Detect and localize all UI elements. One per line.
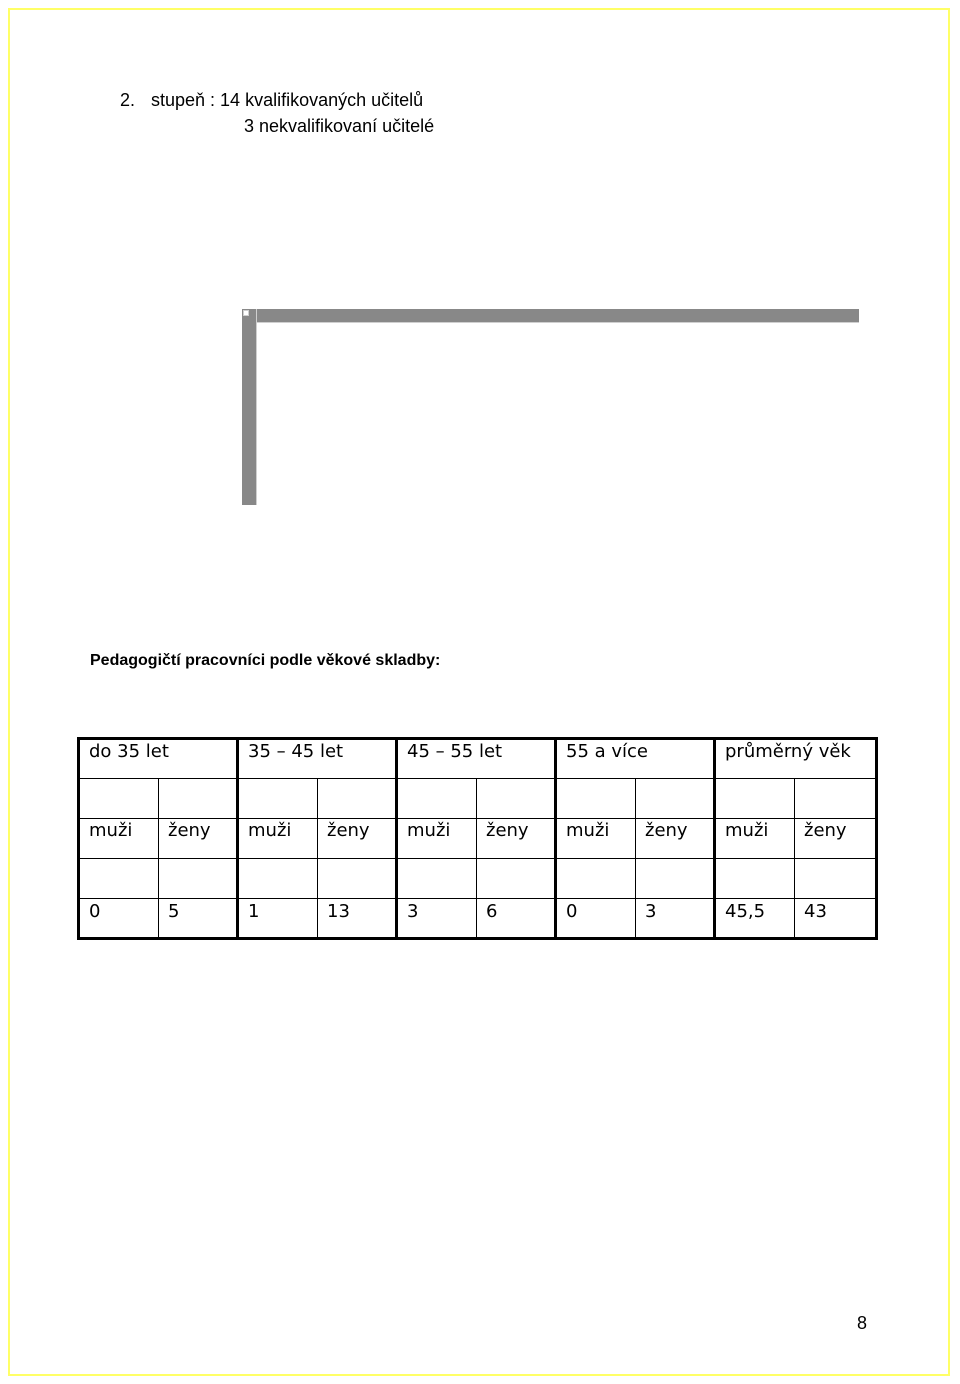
- table-cell: [795, 779, 877, 819]
- group-header-row: [79, 739, 877, 779]
- page-number: 8: [857, 1313, 868, 1333]
- table-cell: [318, 779, 397, 819]
- gender-header: ženy: [636, 819, 715, 859]
- gender-header: ženy: [159, 819, 238, 859]
- value-cell: 0: [79, 899, 159, 939]
- gender-header-row: [79, 819, 877, 859]
- table-cell: [636, 859, 715, 899]
- empty-row: [79, 779, 877, 819]
- value-cell: 3: [636, 899, 715, 939]
- staff-unqualified-text: 3 nekvalifikovaní učitelé: [244, 116, 435, 136]
- value-cell: 0: [556, 899, 636, 939]
- gender-header: ženy: [795, 819, 877, 859]
- page-border: [8, 8, 950, 1376]
- group-header: průměrný věk: [715, 739, 877, 779]
- table-cell: [795, 859, 877, 899]
- gender-header: ženy: [477, 819, 556, 859]
- table-cell: [79, 779, 159, 819]
- gender-header: muži: [79, 819, 159, 859]
- table-cell: [238, 859, 318, 899]
- table-cell: [556, 779, 636, 819]
- value-cell: 13: [318, 899, 397, 939]
- frame-handle: [243, 310, 249, 316]
- table-cell: [636, 779, 715, 819]
- table-cell: [477, 779, 556, 819]
- value-cell: 45,5: [715, 899, 795, 939]
- table-cell: [715, 859, 795, 899]
- value-cell: 6: [477, 899, 556, 939]
- table-cell: [556, 859, 636, 899]
- age-structure-table: [77, 737, 878, 940]
- table-cell: [79, 859, 159, 899]
- empty-row: [79, 859, 877, 899]
- chart-frame-left-border: [242, 309, 257, 505]
- table-cell: [159, 859, 238, 899]
- list-number: 2.: [120, 90, 136, 110]
- value-cell: 43: [795, 899, 877, 939]
- value-cell: 1: [238, 899, 318, 939]
- chart-frame-top-border: [242, 309, 859, 323]
- gender-header: muži: [238, 819, 318, 859]
- staff-line-1: [120, 90, 423, 111]
- gender-header: muži: [556, 819, 636, 859]
- table-cell: [159, 779, 238, 819]
- table-cell: [397, 779, 477, 819]
- gender-header: ženy: [318, 819, 397, 859]
- section-heading: Pedagogičtí pracovníci podle věkové skladby:: [90, 652, 441, 669]
- table-cell: [238, 779, 318, 819]
- gender-header: muži: [397, 819, 477, 859]
- table-cell: [715, 779, 795, 819]
- table-cell: [318, 859, 397, 899]
- group-header: do 35 let: [79, 739, 238, 779]
- gender-header: muži: [715, 819, 795, 859]
- group-header: 45 – 55 let: [397, 739, 556, 779]
- values-row: [79, 899, 877, 939]
- table-cell: [397, 859, 477, 899]
- group-header: 55 a více: [556, 739, 715, 779]
- group-header: 35 – 45 let: [238, 739, 397, 779]
- value-cell: 3: [397, 899, 477, 939]
- staff-qualified-text: stupeň : 14 kvalifikovaných učitelů: [151, 90, 424, 110]
- table-cell: [477, 859, 556, 899]
- value-cell: 5: [159, 899, 238, 939]
